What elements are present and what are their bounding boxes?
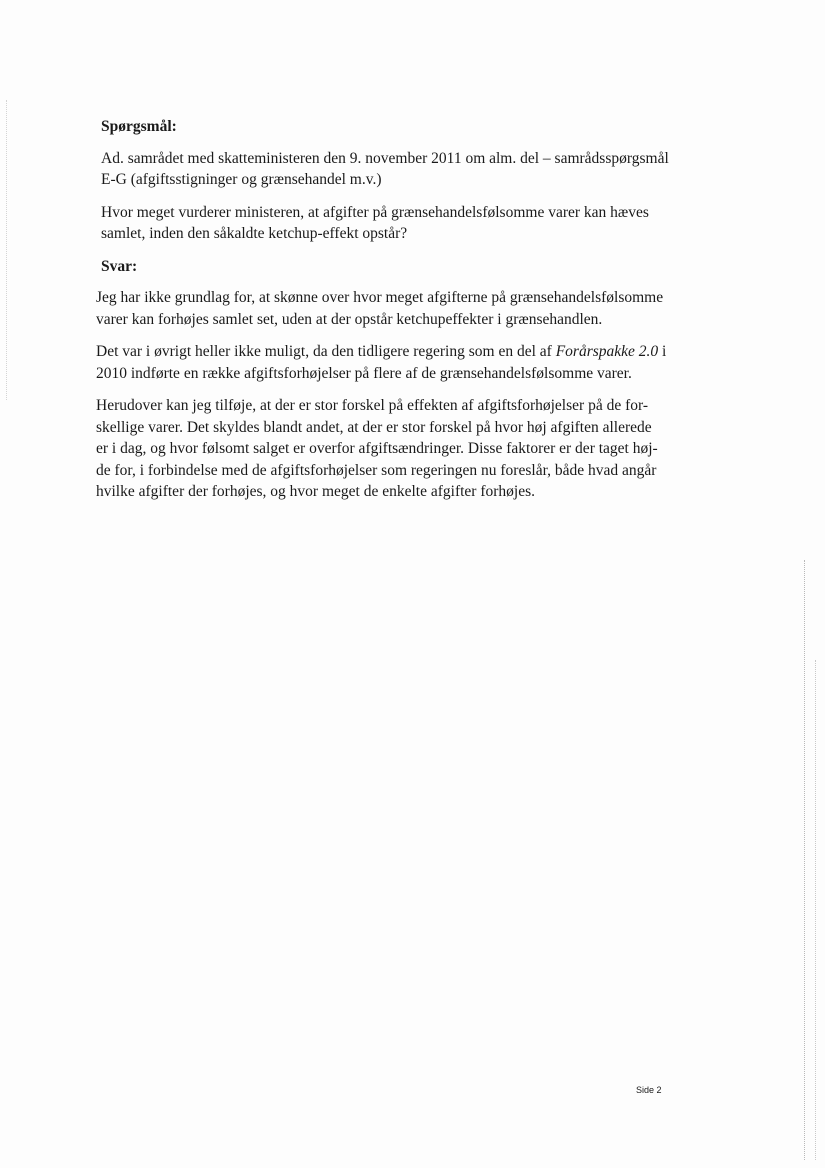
answer-heading: Svar: — [101, 257, 138, 275]
answer-paragraph-2 — [96, 341, 685, 384]
scan-artifact-right-outer — [815, 660, 817, 1160]
document-body — [85, 116, 685, 514]
answer-paragraph-3: Herudover kan jeg tilføje, at der er stor forskel på effekten af afgiftsforhøjelser på de for- skellige varer. Det skyldes blandt andet, at der er stor forskel på hvor høj afgiften allerede er i dag, og hvor følsomt salget er overfor afgiftsændringer. Disse faktorer er der taget høj- de for, i forbindelse med de afgiftsforhøjelser som regeringen nu foreslår, både hvad angår hvilke afgifter der forhøjes, og hvor meget de enkelte afgifter forhøjes. — [96, 397, 658, 500]
answer-paragraph-2-text-b: i 2010 indførte en række afgiftsforhøjelser på flere af de grænsehandelsfølsomme varer. — [96, 343, 667, 382]
scan-artifact-left — [6, 100, 8, 400]
question-paragraph-2: Hvor meget vurderer ministeren, at afgifter på grænsehandelsfølsomme varer kan hæves samlet, inden den såkaldte ketchup-effekt opstår? — [101, 203, 649, 242]
answer-paragraph-1: Jeg har ikke grundlag for, at skønne over hvor meget afgifterne på grænsehandelsfølsomme varer kan forhøjes samlet set, uden at der opstår ketchupeffekter i grænsehandlen. — [96, 289, 664, 328]
answer-paragraph-2-text-a: Det var i øvrigt heller ikke muligt, da den tidligere regering som en del af — [96, 343, 556, 360]
page-number: Side 2 — [636, 1085, 662, 1095]
question-heading: Spørgsmål: — [101, 118, 177, 135]
scan-artifact-right — [804, 560, 807, 1160]
question-paragraph-1: Ad. samrådet med skatteministeren den 9. november 2011 om alm. del – samrådsspørgsmål E-G (afgiftsstigninger og grænsehandel m.v.) — [101, 149, 669, 188]
answer-paragraph-2-italic: Forårspakke 2.0 — [555, 343, 659, 360]
